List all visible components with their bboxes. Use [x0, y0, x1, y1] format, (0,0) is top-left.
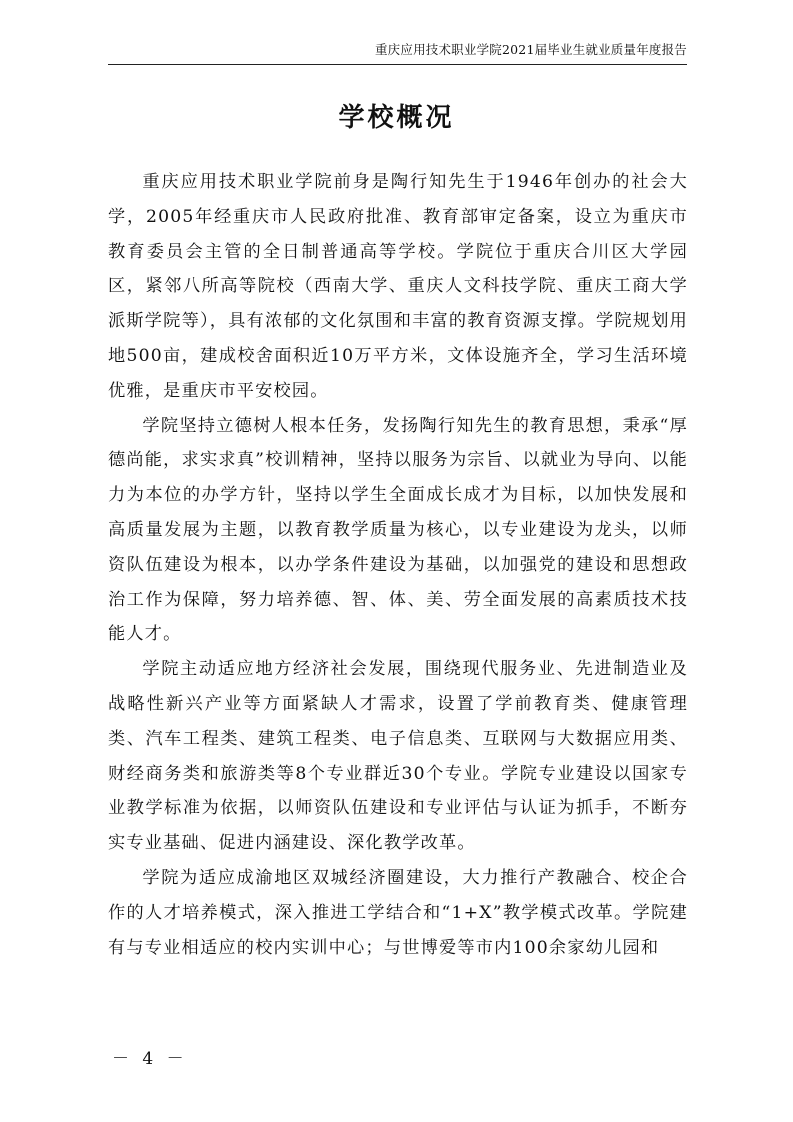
body-content: [108, 165, 688, 965]
section-title: 学校概况: [338, 103, 455, 133]
running-header: [108, 40, 687, 65]
paragraph-mission: 学院坚持立德树人根本任务，发扬陶行知先生的教育思想，秉承“厚德尚能，求实求真”校训精神，坚持以服务为宗旨、以就业为导向、以能力为本位的办学方针，坚持以学生全面成长成才为目标，以加快发展和高质量发展为主题，以教育教学质量为核心，以专业建设为龙头，以师资队伍建设为根本，以办学条件建设为基础，以加强党的建设和思想政治工作为保障，努力培养德、智、体、美、劳全面发展的高素质技术技能人才。: [108, 415, 689, 645]
paragraph-history: 重庆应用技术职业学院前身是陶行知先生于1946年创办的社会大学，2005年经重庆市人民政府批准、教育部审定备案，设立为重庆市教育委员会主管的全日制普通高等学校。学院位于重庆合川区大学园区，紧邻八所高等院校（西南大学、重庆人文科技学院、重庆工商大学派斯学院等），具有浓郁的文化氛围和丰富的教育资源支撑。学院规划用地500亩，建成校舍面积近10万平方米，文体设施齐全，学习生活环境优雅，是重庆市平安校园。: [108, 172, 688, 401]
header-text: 重庆应用技术职业学院2021届毕业生就业质量年度报告: [374, 42, 687, 57]
paragraph-cooperation: 学院为适应成渝地区双城经济圈建设，大力推行产教融合、校企合作的人才培养模式，深入推进工学结合和“1+X”教学模式改革。学院建有与专业相适应的校内实训中心；与世博爱等市内100余家幼儿园和: [108, 867, 688, 958]
paragraph-programs: 学院主动适应地方经济社会发展，围绕现代服务业、先进制造业及战略性新兴产业等方面紧缺人才需求，设置了学前教育类、健康管理类、汽车工程类、建筑工程类、电子信息类、互联网与大数据应用类、财经商务类和旅游类等8个专业群近30个专业。学院专业建设以国家专业教学标准为依据，以师资队伍建设和专业评估与认证为抓手，不断夯实专业基础、促进内涵建设、深化教学改革。: [108, 659, 688, 854]
page-number: － 4 －: [112, 1049, 188, 1069]
